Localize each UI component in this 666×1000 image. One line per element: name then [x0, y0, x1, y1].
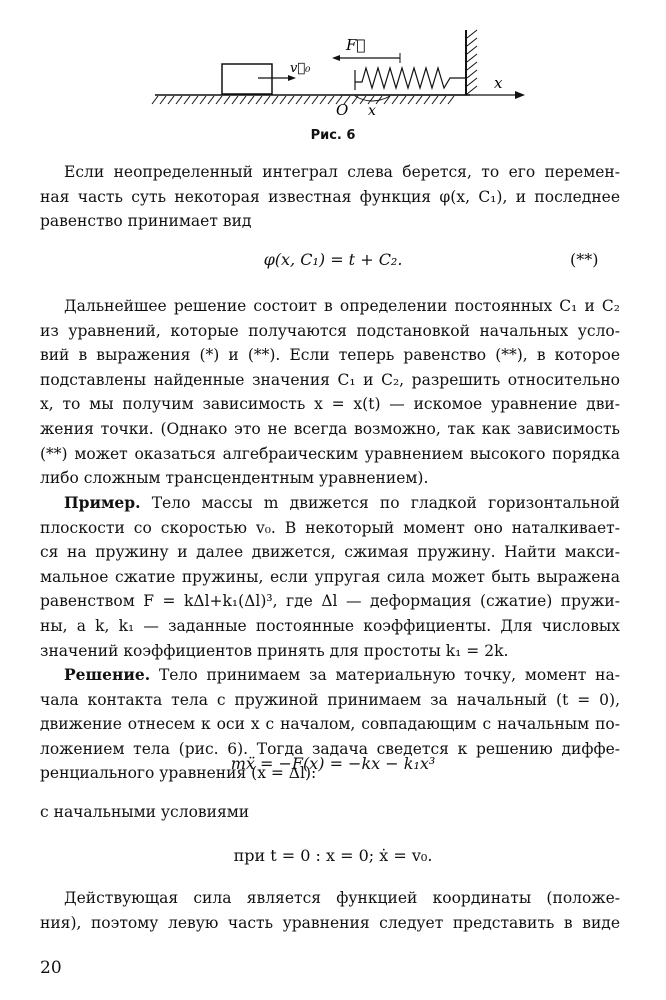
- displacement-label: x: [368, 103, 376, 119]
- equation-number: (**): [570, 250, 599, 269]
- page-number: 20: [40, 958, 62, 978]
- text-line: ны, а k, k₁ — заданные постоянные коэффициенты. Для числовых: [40, 616, 620, 635]
- equation-motion: mẍ = −F(x) = −kx − k₁x³: [230, 754, 436, 773]
- text-line: плоскости со скоростью v₀. В некоторый момент оно наталкивает-: [40, 518, 620, 537]
- paragraph-2: [40, 294, 620, 491]
- text-line: значений коэффициентов принять для простоты k₁ = 2k.: [40, 641, 509, 660]
- text-line: Действующая сила является функцией координаты (положе-: [64, 889, 620, 907]
- text-line: x, то мы получим зависимость x = x(t) — искомое уравнение дви-: [40, 395, 620, 414]
- text-line: (**) может оказаться алгебраическим уравнением высокого порядка: [40, 444, 620, 463]
- velocity-label: v⃗₀: [290, 61, 311, 76]
- text-line: чала контакта тела с пружиной принимаем за начальный (t = 0),: [40, 690, 620, 709]
- text-line: движение отнесем к оси x с началом, совпадающим с начальным по-: [40, 715, 620, 734]
- text-line: Дальнейшее решение состоит в определении постоянных C₁ и C₂: [64, 297, 620, 315]
- spring-diagram: [150, 20, 530, 120]
- text-line: [40, 491, 620, 516]
- solution-text: Тело принимаем за материальную точку, момент на-: [150, 666, 620, 684]
- figure-caption: Рис. 6: [310, 128, 356, 143]
- text-line: равенством F = kΔl+k₁(Δl)³, где Δl — деформация (сжатие) пружи-: [40, 592, 620, 611]
- x-axis-label: x: [494, 74, 503, 92]
- text-line: ложением тела (рис. 6). Тогда задача сведется к решению диффе-: [40, 739, 620, 758]
- example-text: Тело массы m движется по гладкой горизонтальной: [140, 494, 620, 512]
- text-line: ния), поэтому левую часть уравнения следует представить в виде: [40, 913, 620, 932]
- paragraph-3: [40, 886, 620, 935]
- text-line: подставлены найденные значения C₁ и C₂, разрешить относительно: [40, 370, 620, 389]
- paragraph-1: [40, 160, 620, 234]
- text-line: с начальными условиями: [40, 803, 250, 821]
- conditions-intro: [40, 800, 620, 825]
- text-line: жения точки. (Однако это не всегда возможно, так как зависимость: [40, 419, 620, 438]
- text-line: [40, 663, 620, 688]
- text-line: мальное сжатие пружины, если упругая сила может быть выражена: [40, 567, 620, 586]
- text-line: ся на пружину и далее движется, сжимая пружину. Найти макси-: [40, 543, 620, 562]
- equation-phi: φ(x, C₁) = t + C₂.: [263, 250, 403, 269]
- force-arrowhead: [332, 55, 340, 61]
- text-line: Если неопределенный интеграл слева берется, то его перемен-: [64, 163, 620, 181]
- example-label: Пример.: [64, 493, 141, 512]
- text-line: вий в выражения (*) и (**). Если теперь равенство (**), в которое: [40, 346, 620, 365]
- spring: [355, 68, 466, 88]
- solution-label: Решение.: [64, 665, 151, 684]
- equation-initial-conditions: при t = 0 : x = 0; ẋ = v₀.: [233, 846, 433, 865]
- x-axis-arrowhead: [515, 91, 525, 99]
- figure-6: [150, 20, 530, 120]
- text-line: ная часть суть некоторая известная функция φ(x, C₁), и последнее: [40, 187, 620, 206]
- text-line: либо сложным трансцендентным уравнением).: [40, 469, 429, 488]
- example-paragraph: [40, 491, 620, 663]
- text-line: из уравнений, которые получаются подстановкой начальных усло-: [40, 321, 620, 340]
- origin-label: O: [336, 101, 349, 119]
- text-line: равенство принимает вид: [40, 212, 252, 231]
- moving-body: [222, 64, 272, 94]
- ground-hatching: [152, 96, 454, 104]
- force-label: F⃗: [346, 36, 366, 54]
- text-line: ренциального уравнения (x = Δl):: [40, 764, 317, 783]
- wall-hatching: [467, 30, 477, 94]
